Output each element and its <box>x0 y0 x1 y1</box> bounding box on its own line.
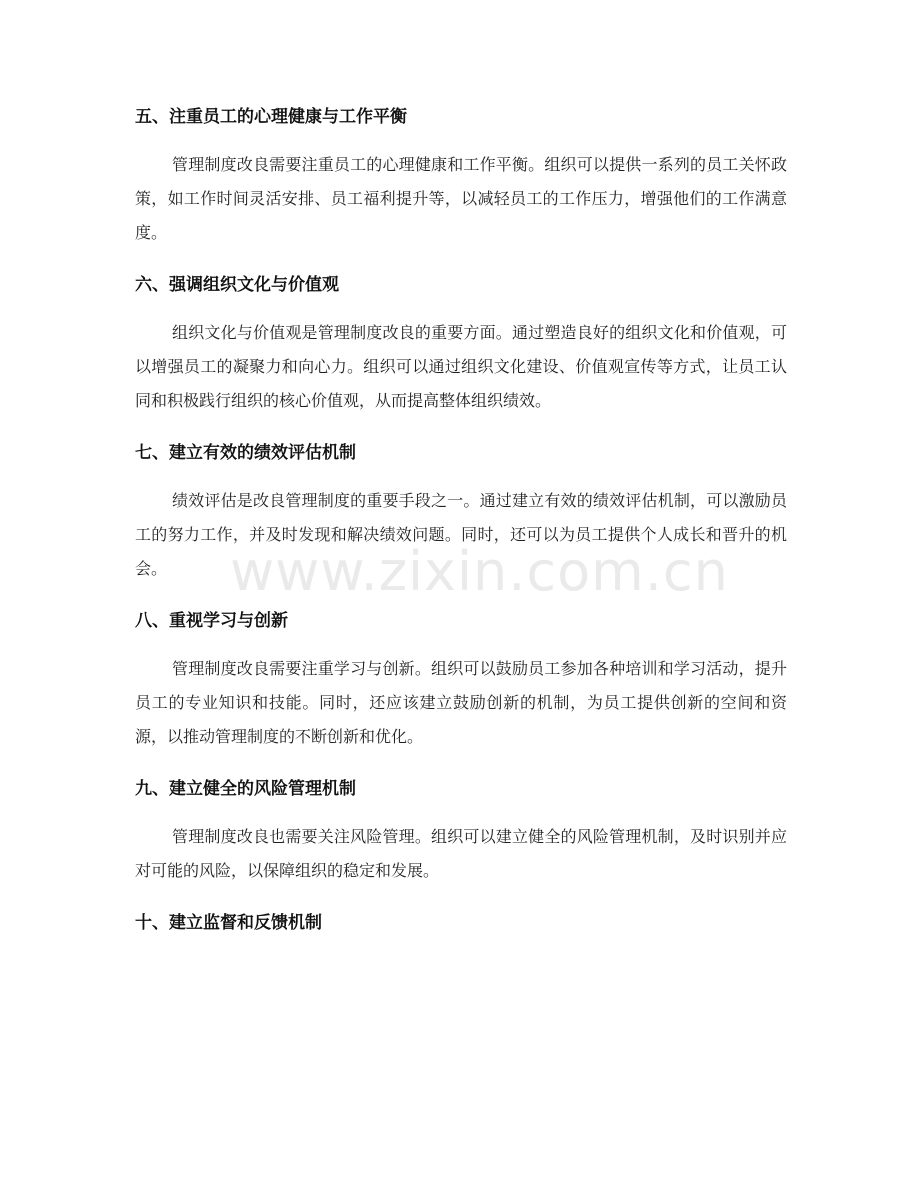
section-paragraph-9: 管理制度改良也需要关注风险管理。组织可以建立健全的风险管理机制，及时识别并应对可能的风险，以保障组织的稳定和发展。 <box>135 827 787 880</box>
section-heading-6: 六、强调组织文化与价值观 <box>135 275 339 295</box>
section-heading-5: 五、注重员工的心理健康与工作平衡 <box>135 107 407 127</box>
section-heading-7: 七、建立有效的绩效评估机制 <box>135 443 356 463</box>
section-paragraph-7: 绩效评估是改良管理制度的重要手段之一。通过建立有效的绩效评估机制，可以激励员工的努力工作，并及时发现和解决绩效问题。同时，还可以为员工提供个人成长和晋升的机会。 <box>135 491 787 578</box>
section-heading-8: 八、重视学习与创新 <box>135 611 288 631</box>
document-content <box>135 103 787 937</box>
section-heading-9: 九、建立健全的风险管理机制 <box>135 779 356 799</box>
watermark-text: www.zixin.com.cn <box>230 540 729 603</box>
section-paragraph-8: 管理制度改良需要注重学习与创新。组织可以鼓励员工参加各种培训和学习活动，提升员工的专业知识和技能。同时，还应该建立鼓励创新的机制，为员工提供创新的空间和资源，以推动管理制度的不断创新和优化。 <box>135 659 787 746</box>
section-paragraph-5: 管理制度改良需要注重员工的心理健康和工作平衡。组织可以提供一系列的员工关怀政策，如工作时间灵活安排、员工福利提升等，以减轻员工的工作压力，增强他们的工作满意度。 <box>135 155 787 242</box>
section-paragraph-6: 组织文化与价值观是管理制度改良的重要方面。通过塑造良好的组织文化和价值观，可以增强员工的凝聚力和向心力。组织可以通过组织文化建设、价值观宣传等方式，让员工认同和积极践行组织的核心价值观，从而提高整体组织绩效。 <box>135 323 787 410</box>
section-heading-10: 十、建立监督和反馈机制 <box>135 913 322 933</box>
